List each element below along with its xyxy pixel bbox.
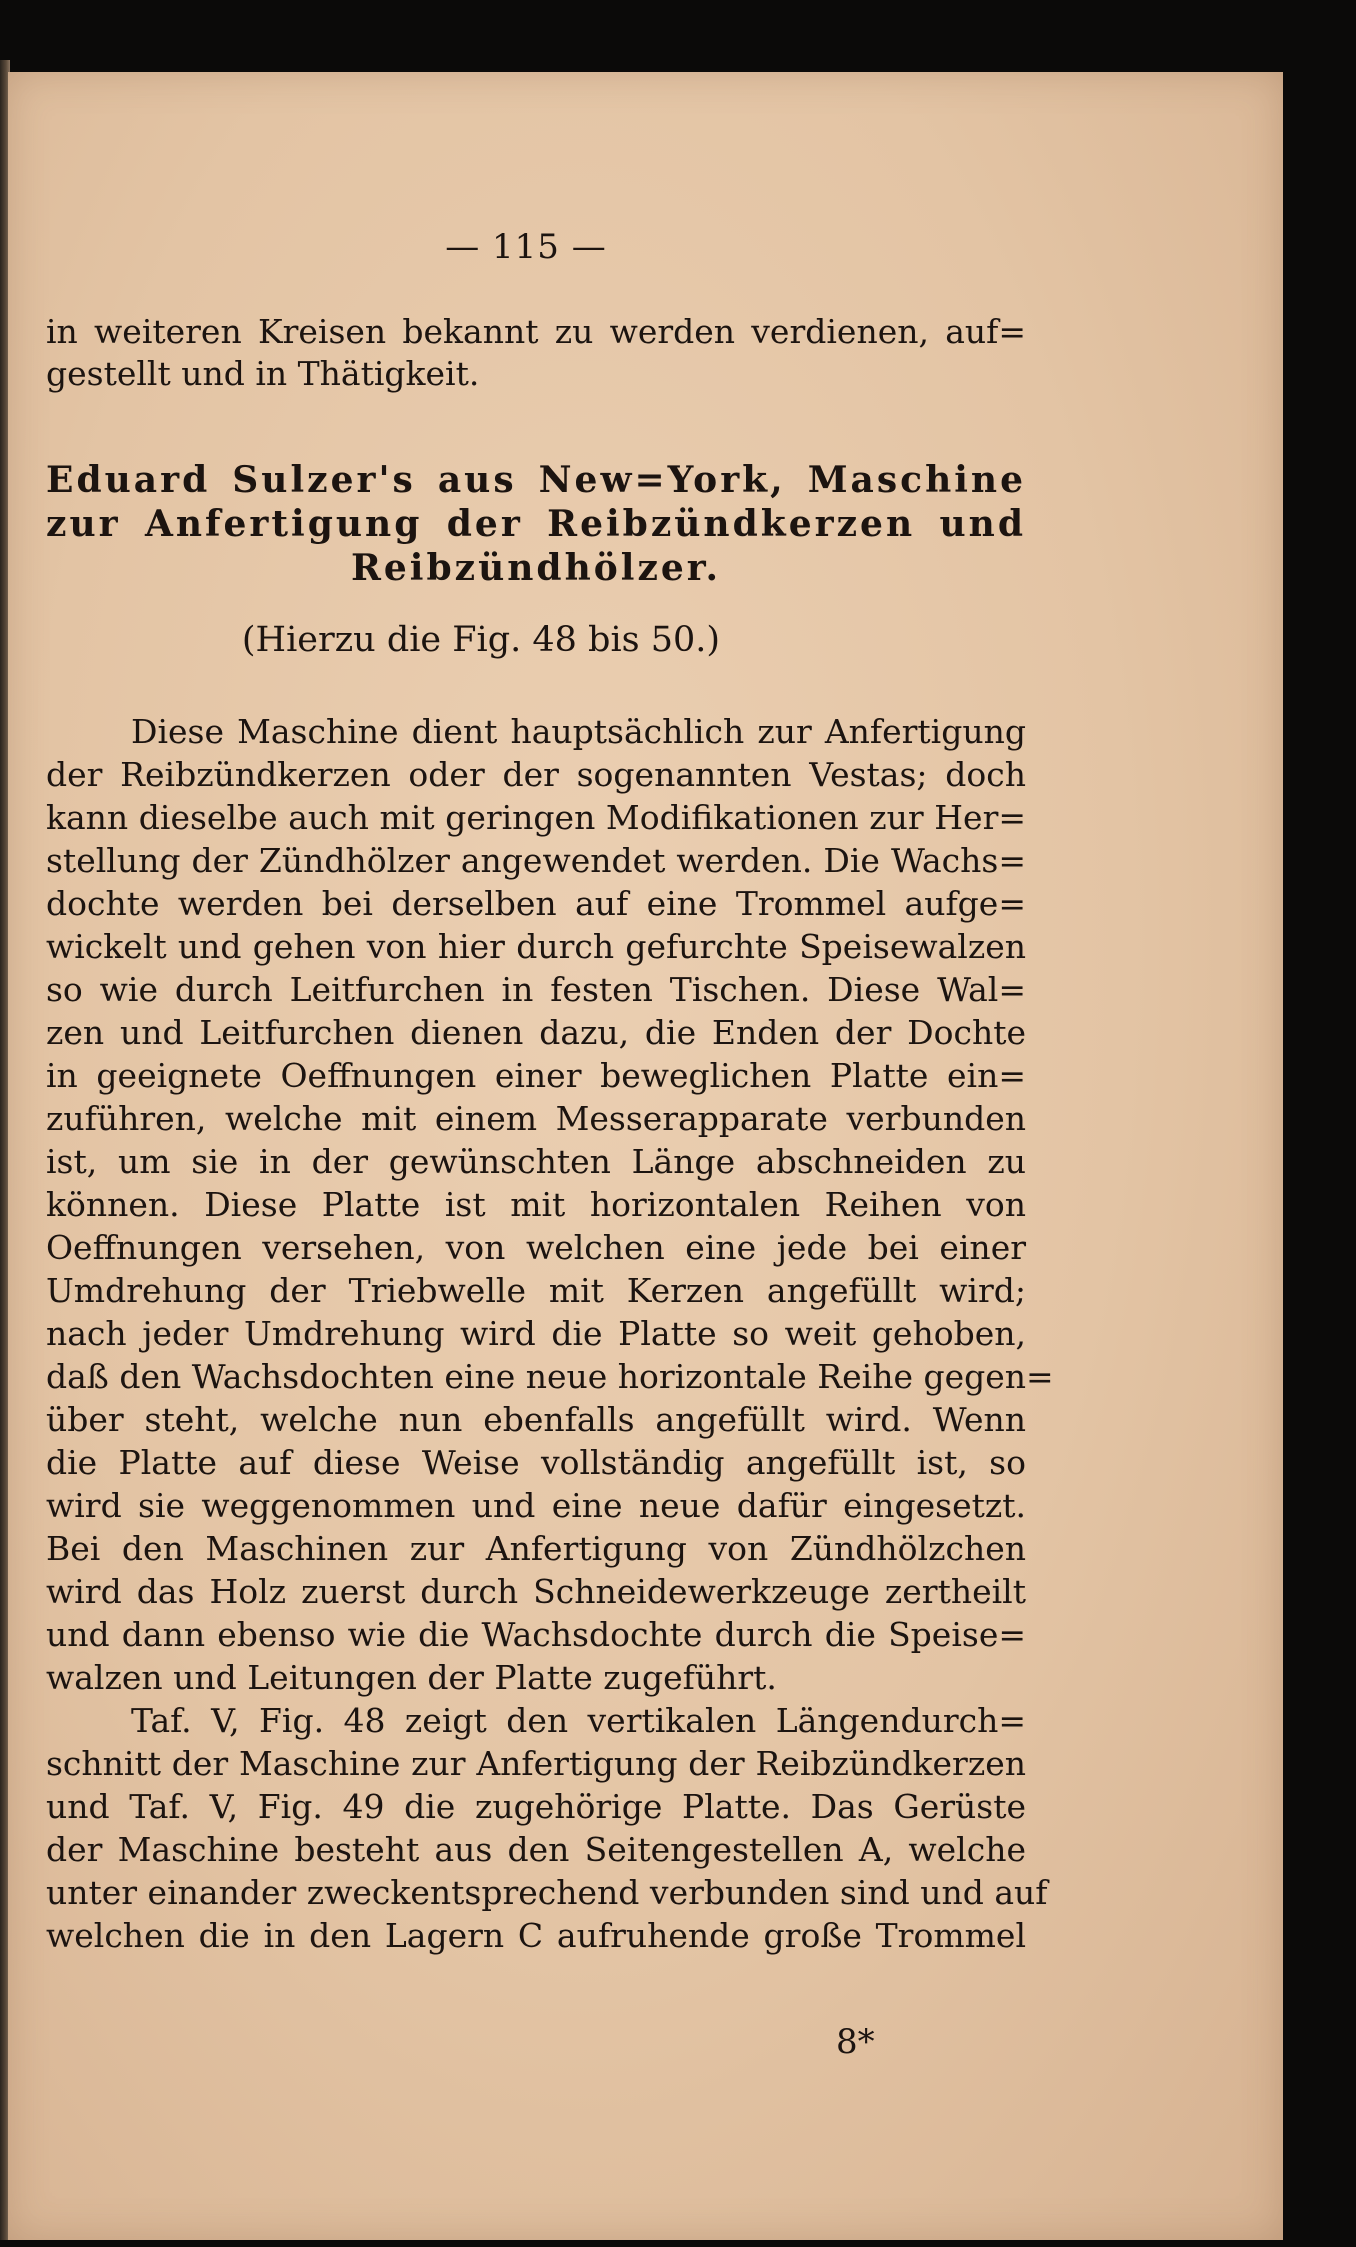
body-line: ist, um sie in der gewünschten Länge abschneiden zu	[46, 1142, 1026, 1181]
body-line: zuführen, welche mit einem Messerapparate verbunden	[46, 1099, 1026, 1138]
body-line: die Platte auf diese Weise vollständig angefüllt ist, so	[46, 1443, 1026, 1482]
body-line: Taf. V, Fig. 48 zeigt den vertikalen Längendurch=	[131, 1701, 1026, 1740]
body-line: über steht, welche nun ebenfalls angefüllt wird. Wenn	[46, 1400, 1026, 1439]
page-number: — 115 —	[445, 227, 607, 267]
body-line: Diese Maschine dient hauptsächlich zur Anfertigung	[131, 712, 1026, 751]
body-line: zen und Leitfurchen dienen dazu, die Enden der Dochte	[46, 1013, 1026, 1052]
body-line: so wie durch Leitfurchen in festen Tischen. Diese Wal=	[46, 970, 1026, 1009]
body-line: der Maschine besteht aus den Seitengestellen A, welche	[46, 1830, 1026, 1869]
body-line: nach jeder Umdrehung wird die Platte so weit gehoben,	[46, 1314, 1026, 1353]
body-line: schnitt der Maschine zur Anfertigung der Reibzündkerzen	[46, 1744, 1026, 1783]
body-line: können. Diese Platte ist mit horizontalen Reihen von	[46, 1185, 1026, 1224]
signature-mark: 8*	[836, 2022, 875, 2062]
book-page	[8, 72, 1283, 2240]
section-heading: Reibzündhölzer.	[350, 547, 722, 589]
body-line: Umdrehung der Triebwelle mit Kerzen angefüllt wird;	[46, 1271, 1026, 1310]
body-line: in geeignete Oeffnungen einer beweglichen Platte ein=	[46, 1056, 1026, 1095]
body-line: dochte werden bei derselben auf eine Trommel aufge=	[46, 884, 1026, 923]
body-line: wird das Holz zuerst durch Schneidewerkzeuge zertheilt	[46, 1572, 1026, 1611]
figure-reference: (Hierzu die Fig. 48 bis 50.)	[241, 620, 721, 660]
body-line: unter einander zweckentsprechend verbunden sind und auf	[46, 1873, 1048, 1912]
section-heading: Eduard Sulzer's aus New=York, Maschine	[46, 459, 1026, 501]
text-line: gestellt und in Thätigkeit.	[46, 354, 480, 393]
body-line: Oeffnungen versehen, von welchen eine jede bei einer	[46, 1228, 1026, 1267]
body-line: kann dieselbe auch mit geringen Modifikationen zur Her=	[46, 798, 1026, 837]
body-line: wird sie weggenommen und eine neue dafür eingesetzt.	[46, 1486, 1026, 1525]
body-line: Bei den Maschinen zur Anfertigung von Zündhölzchen	[46, 1529, 1026, 1568]
body-line: der Reibzündkerzen oder der sogenannten Vestas; doch	[46, 755, 1026, 794]
text-line: in weiteren Kreisen bekannt zu werden verdienen, auf=	[46, 312, 1026, 351]
body-line: walzen und Leitungen der Platte zugeführt.	[46, 1658, 777, 1697]
body-line: welchen die in den Lagern C aufruhende große Trommel	[46, 1916, 1026, 1955]
body-line: daß den Wachsdochten eine neue horizontale Reihe gegen=	[46, 1357, 1054, 1396]
body-line: stellung der Zündhölzer angewendet werden. Die Wachs=	[46, 841, 1026, 880]
body-line: und Taf. V, Fig. 49 die zugehörige Platte. Das Gerüste	[46, 1787, 1026, 1826]
body-line: und dann ebenso wie die Wachsdochte durch die Speise=	[46, 1615, 1026, 1654]
body-line: wickelt und gehen von hier durch gefurchte Speisewalzen	[46, 927, 1026, 966]
section-heading: zur Anfertigung der Reibzündkerzen und	[46, 503, 1026, 545]
